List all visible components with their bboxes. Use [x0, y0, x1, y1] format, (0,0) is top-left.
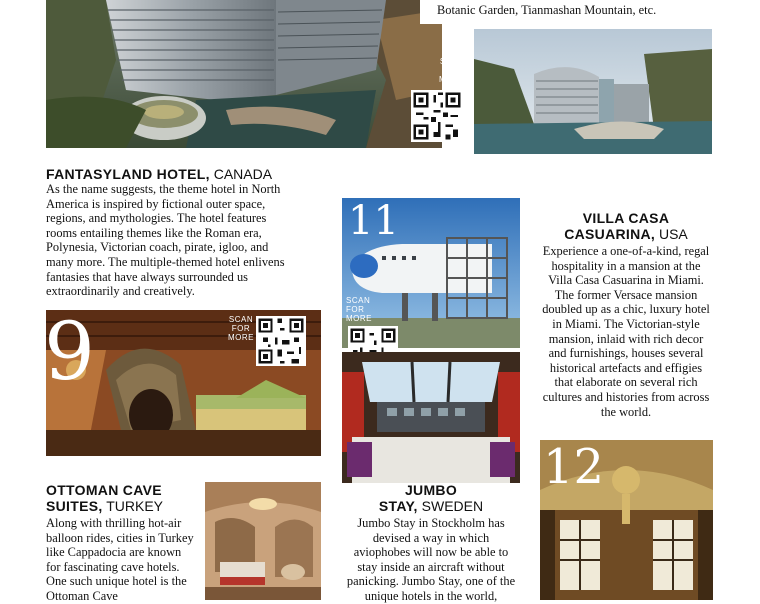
villa-country: USA — [658, 226, 688, 242]
fantasyland-name: FANTASYLAND HOTEL, — [46, 166, 210, 182]
ottoman-title — [46, 482, 206, 514]
scan-text: FOR — [346, 305, 365, 314]
jumbo-scan-label — [346, 296, 380, 323]
villa-body: Experience a one-of-a-kind, regal hospitality in a mansion at the Villa Casa Casuarina in Miami. The former Versace mansion doubled up as a chic, luxury hotel in Miami. The Victorian-style mansion, inlaid with rich decor and furnishings, houses several historical artefacts and effigies that elaborate on several rich cultures and histories from across the world. — [542, 244, 710, 419]
scan-text: SCAN — [228, 315, 254, 324]
ottoman-cave-photo — [205, 482, 321, 600]
fantasyland-qr-code[interactable] — [256, 316, 306, 366]
intercontinental-qr-code[interactable] — [411, 90, 463, 142]
top-caption-box — [420, 0, 712, 24]
scan-text: FOR — [231, 324, 251, 333]
ottoman-name-line1: OTTOMAN CAVE — [46, 482, 162, 498]
villa-name-line2: CASUARINA, — [564, 226, 656, 242]
scan-text: MORE — [346, 314, 372, 323]
fantasyland-title — [46, 166, 272, 182]
jumbo-name-2: STAY, — [378, 498, 418, 514]
intercontinental-scan-label — [432, 57, 472, 84]
fantasyland-country: CANADA — [213, 166, 273, 182]
jumbo-body: Jumbo Stay in Stockholm has devised a way in which aviophobes will now be able to stay inside an aircraft without panicking. Jumbo Stay, one of the unique hotels in the world, — [346, 516, 516, 603]
jumbo-title — [342, 482, 520, 514]
jumbo-country: SWEDEN — [421, 498, 484, 514]
quarry-lake-photo — [474, 29, 712, 154]
scan-text: FOR — [442, 66, 462, 75]
villa-name-line1: VILLA CASA — [582, 210, 670, 226]
ottoman-name-line2: SUITES, — [46, 498, 103, 514]
intercontinental-quarry-photo — [46, 0, 442, 148]
scan-text: MORE — [228, 333, 254, 342]
ottoman-country: TURKEY — [106, 498, 163, 514]
top-caption: Botanic Garden, Tianmashan Mountain, etc. — [437, 3, 657, 17]
fantasyland-number: 9 — [44, 305, 95, 398]
jumbo-cockpit-photo — [342, 352, 520, 483]
villa-number: 12 — [543, 439, 605, 495]
jumbo-name: JUMBO — [404, 482, 458, 498]
scan-text: SCAN — [346, 296, 371, 305]
jumbo-number: 11 — [348, 198, 399, 244]
ottoman-body: Along with thrilling hot-air balloon rides, cities in Turkey like Cappadocia are known for fascinating cave hotels. One such unique hotel is the Ottoman Cave — [46, 516, 194, 603]
scan-text: SCAN — [439, 57, 465, 66]
scan-text: MORE — [439, 75, 465, 84]
villa-title — [540, 210, 712, 242]
fantasyland-scan-label — [226, 315, 256, 342]
fantasyland-body: As the name suggests, the theme hotel in North America is inspired by fictional outer space, regions, and mythologies. The hotel features rooms entailing themes like the Roman era, Polynesia, Victorian coach, pirate, igloo, and many more. The multiple-themed hotel enlivens fantasies that have always surrounded us extraordinarily and creatively. — [46, 182, 285, 299]
